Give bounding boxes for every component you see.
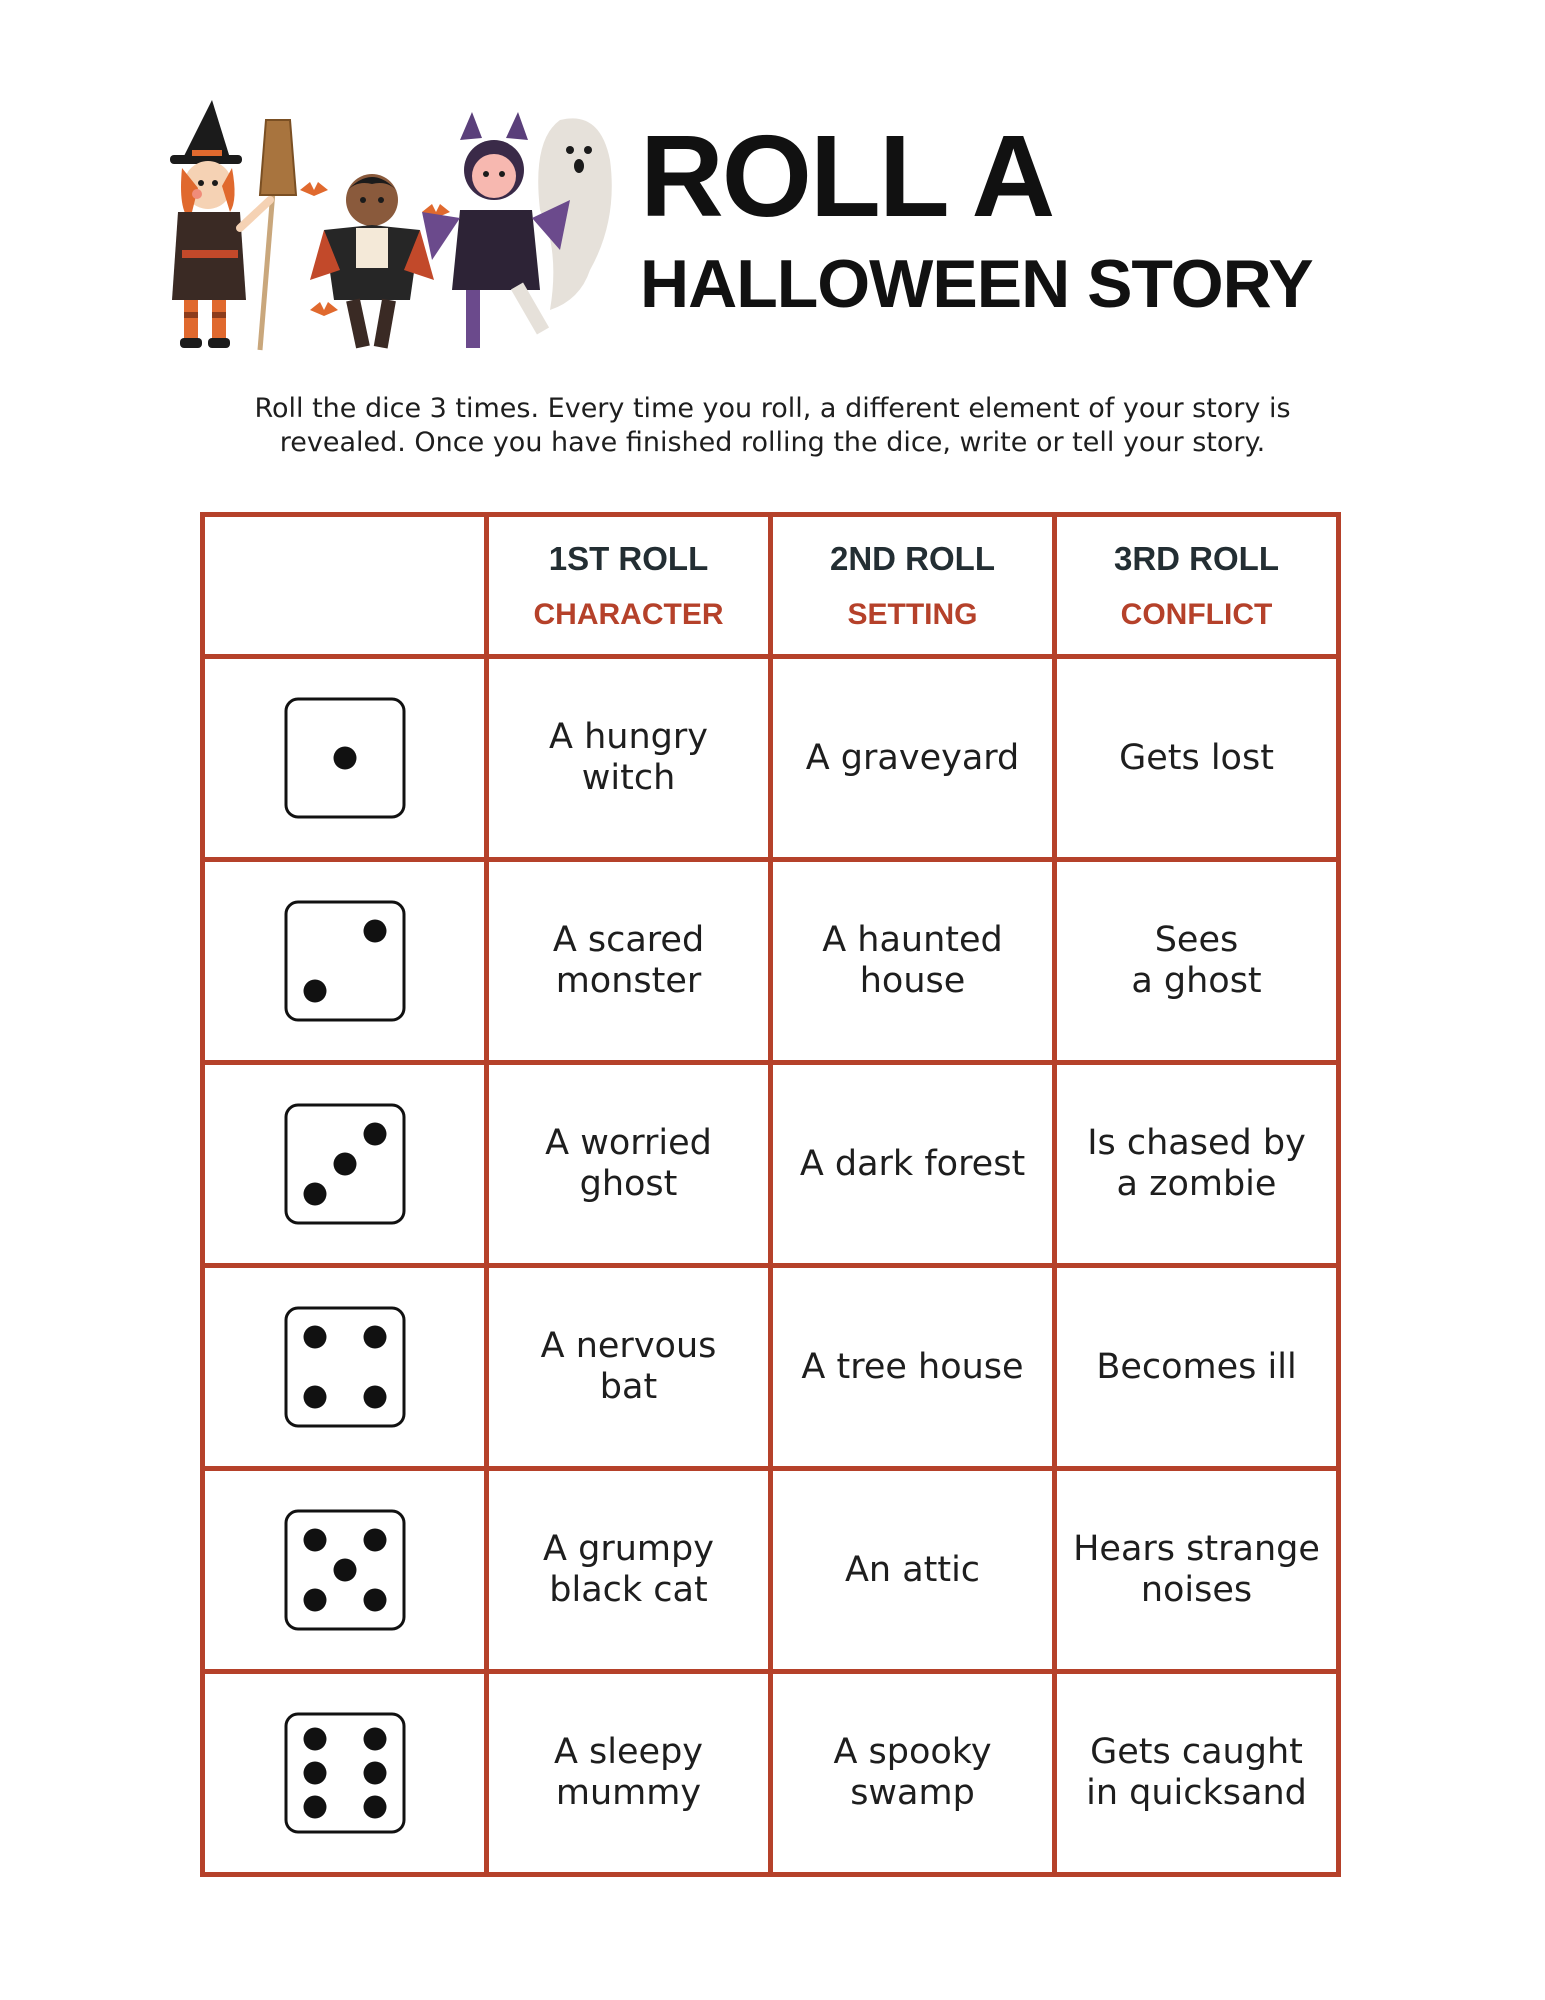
die-two-icon — [283, 899, 407, 1023]
conflict-text: Becomes ill — [1096, 1346, 1297, 1387]
conflict-text: Is chased by a zombie — [1087, 1123, 1306, 1204]
header-row — [203, 515, 1339, 657]
table-row — [203, 860, 1339, 1063]
setting-cell — [771, 1469, 1055, 1672]
conflict-text: Sees a ghost — [1131, 920, 1262, 1001]
character-cell — [487, 860, 771, 1063]
vampire-figure — [300, 174, 450, 348]
character-text: A worried ghost — [545, 1123, 712, 1204]
die-cell — [203, 1469, 487, 1672]
table-row — [203, 657, 1339, 860]
conflict-text: Gets lost — [1119, 737, 1274, 778]
conflict-text: Gets caught in quicksand — [1086, 1732, 1307, 1813]
character-cell — [487, 1266, 771, 1469]
setting-cell — [771, 657, 1055, 860]
roll-label: 3RD ROLL — [1114, 539, 1279, 577]
category-label: CHARACTER — [533, 597, 724, 631]
header-1st-roll — [487, 515, 771, 657]
conflict-cell — [1055, 1266, 1339, 1469]
conflict-cell — [1055, 1469, 1339, 1672]
roll-label: 1ST ROLL — [548, 539, 709, 577]
character-text: A scared monster — [552, 920, 705, 1001]
die-cell — [203, 860, 487, 1063]
setting-cell — [771, 1063, 1055, 1266]
setting-text: A spooky swamp — [833, 1732, 992, 1813]
title-block — [640, 111, 1340, 322]
character-text: A sleepy mummy — [553, 1732, 704, 1813]
instructions-line-1: Roll the dice 3 times. Every time you roll, a different element of your story is — [254, 393, 1291, 424]
table-row — [203, 1266, 1339, 1469]
ghost-and-bat-kid-figure — [422, 112, 612, 348]
die-five-icon — [283, 1508, 407, 1632]
setting-cell — [771, 1266, 1055, 1469]
header-2nd-roll — [771, 515, 1055, 657]
table-row — [203, 1672, 1339, 1875]
conflict-cell — [1055, 860, 1339, 1063]
conflict-cell — [1055, 1063, 1339, 1266]
die-cell — [203, 1672, 487, 1875]
halloween-kids-illustration — [160, 100, 630, 360]
category-label: CONFLICT — [1120, 597, 1273, 631]
character-cell — [487, 1672, 771, 1875]
setting-cell — [771, 860, 1055, 1063]
conflict-text: Hears strange noises — [1073, 1529, 1320, 1610]
title-line-2: HALLOWEEN STORY — [640, 246, 1313, 322]
die-cell — [203, 1266, 487, 1469]
die-four-icon — [283, 1305, 407, 1429]
story-table — [200, 512, 1341, 1877]
header-3rd-roll — [1055, 515, 1339, 657]
setting-text: An attic — [844, 1549, 981, 1590]
setting-text: A dark forest — [799, 1143, 1026, 1184]
die-cell — [203, 1063, 487, 1266]
setting-text: A haunted house — [822, 920, 1003, 1001]
character-text: A hungry witch — [549, 717, 708, 798]
conflict-cell — [1055, 1672, 1339, 1875]
character-cell — [487, 1063, 771, 1266]
character-cell — [487, 657, 771, 860]
conflict-cell — [1055, 657, 1339, 860]
character-text: A nervous bat — [540, 1326, 717, 1407]
roll-label: 2ND ROLL — [830, 539, 995, 577]
title-line-1: ROLL A — [640, 111, 1054, 241]
setting-text: A graveyard — [805, 737, 1020, 778]
category-label: SETTING — [847, 597, 978, 631]
table-row — [203, 1063, 1339, 1266]
die-three-icon — [283, 1102, 407, 1226]
table-row — [203, 1469, 1339, 1672]
instructions — [200, 392, 1345, 460]
header-empty-cell — [203, 515, 487, 657]
witch-figure — [170, 100, 296, 350]
instructions-line-2: revealed. Once you have finished rolling the dice, write or tell your story. — [279, 427, 1266, 458]
character-cell — [487, 1469, 771, 1672]
die-one-icon — [283, 696, 407, 820]
setting-text: A tree house — [801, 1346, 1024, 1387]
setting-cell — [771, 1672, 1055, 1875]
die-cell — [203, 657, 487, 860]
character-text: A grumpy black cat — [543, 1529, 714, 1610]
die-six-icon — [283, 1711, 407, 1835]
